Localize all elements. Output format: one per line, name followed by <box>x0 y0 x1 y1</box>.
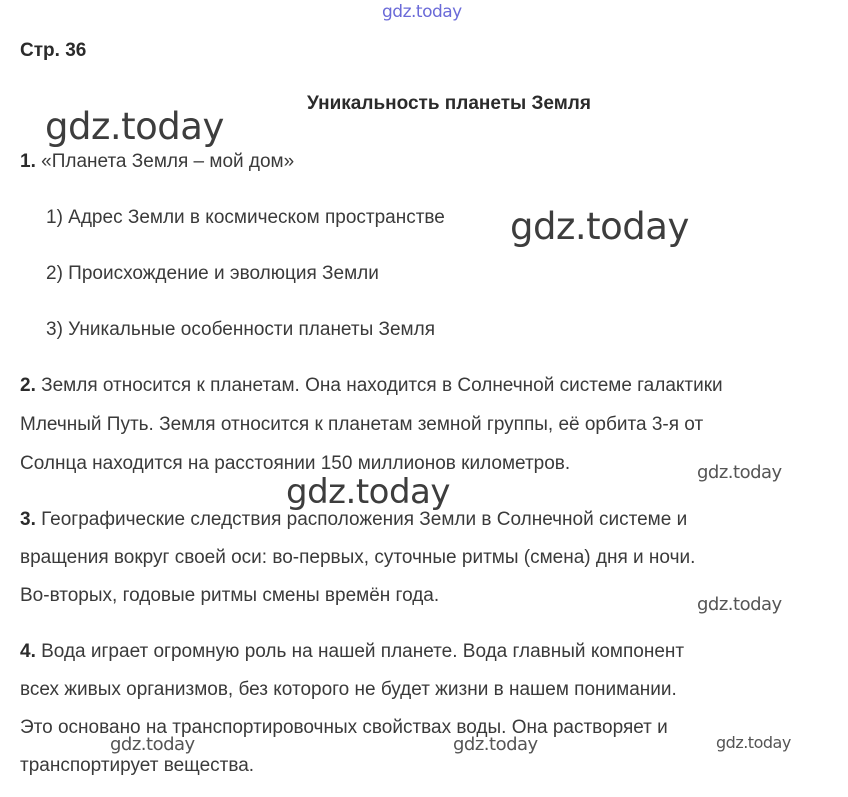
watermark: gdz.today <box>110 734 195 755</box>
item-4-line-4: транспортирует вещества. <box>20 755 255 776</box>
watermark: gdz.today <box>286 472 450 512</box>
item-text: Земля относится к планетам. Она находится в Солнечной системе галактики <box>35 375 723 396</box>
item-1-sub-2: 2) Происхождение и эволюция Земли <box>46 263 379 284</box>
item-3-line-2: вращения вокруг своей оси: во-первых, суточные ритмы (смена) дня и ночи. <box>20 547 696 568</box>
watermark: gdz.today <box>697 594 782 615</box>
item-2-line-3: Солнца находится на расстоянии 150 миллионов километров. <box>20 453 571 474</box>
item-text: «Планета Земля – мой дом» <box>41 151 295 172</box>
item-4-line-2: всех живых организмов, без которого не будет жизни в нашем понимании. <box>20 679 677 700</box>
watermark: gdz.today <box>510 205 689 248</box>
item-1-sub-3: 3) Уникальные особенности планеты Земля <box>46 319 435 340</box>
item-4-line-1 <box>20 640 684 664</box>
watermark: gdz.today <box>453 734 538 755</box>
watermark: gdz.today <box>45 105 224 148</box>
item-3-line-3: Во-вторых, годовые ритмы смены времён года. <box>20 585 440 606</box>
item-number: 1. <box>20 151 36 172</box>
item-1-sub-1: 1) Адрес Земли в космическом пространстве <box>46 207 445 228</box>
item-number: 3. <box>20 509 36 530</box>
page-number: Стр. 36 <box>20 40 87 61</box>
item-number: 2. <box>20 375 36 396</box>
item-1 <box>20 150 294 174</box>
item-2-line-1 <box>20 374 723 398</box>
item-number: 4. <box>20 641 36 662</box>
item-2-line-2: Млечный Путь. Земля относится к планетам земной группы, её орбита 3-я от <box>20 414 704 435</box>
watermark: gdz.today <box>697 462 782 483</box>
page-title: Уникальность планеты Земля <box>307 93 591 114</box>
item-text: Географические следствия расположения Земли в Солнечной системе и <box>35 509 688 530</box>
item-4-line-3: Это основано на транспортировочных свойствах воды. Она растворяет и <box>20 717 668 738</box>
watermark: gdz.today <box>382 2 462 22</box>
watermark: gdz.today <box>716 733 791 752</box>
item-text: Вода играет огромную роль на нашей планете. Вода главный компонент <box>35 641 685 662</box>
